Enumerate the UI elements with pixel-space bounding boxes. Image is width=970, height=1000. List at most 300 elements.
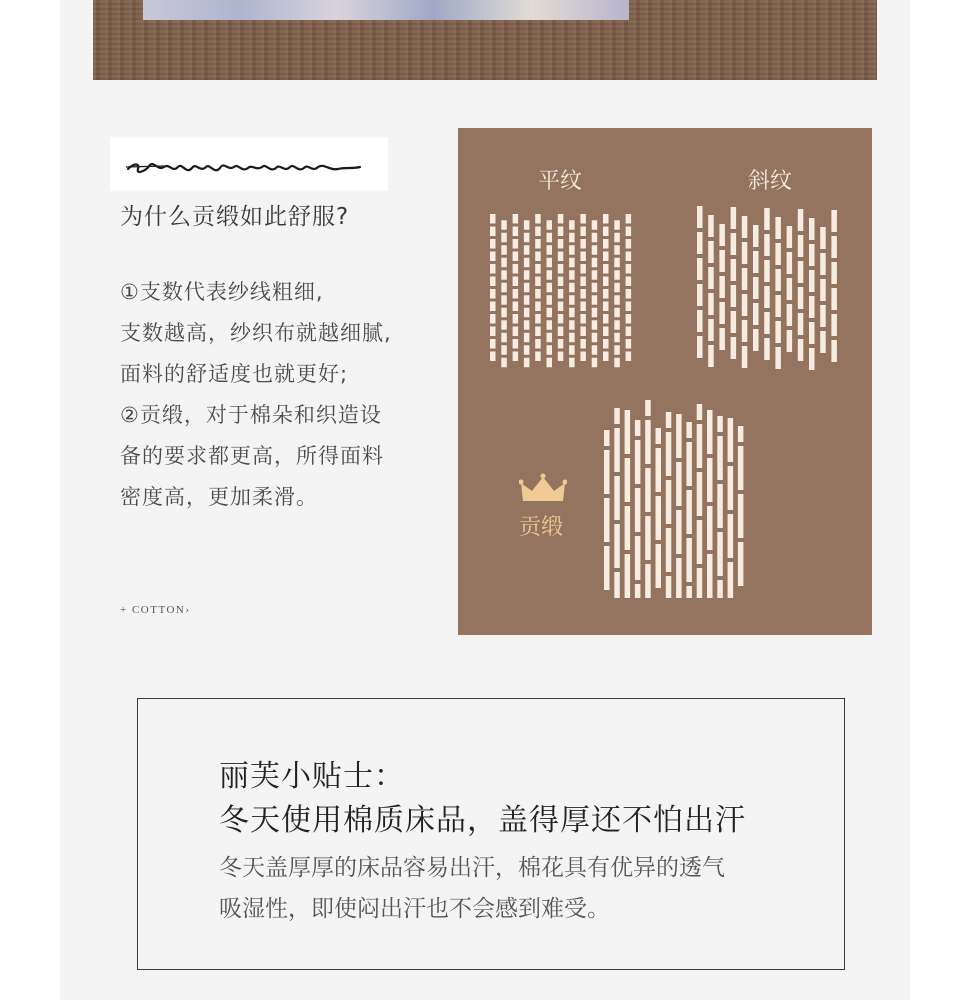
plain-weave-thread xyxy=(614,258,620,268)
weave-comparison-panel xyxy=(458,128,872,635)
twill-weave-thread xyxy=(809,348,815,370)
satin-weave-thread xyxy=(697,404,703,420)
plain-weave-thread xyxy=(501,233,507,243)
twill-weave-thread xyxy=(719,302,725,324)
satin-weave-thread xyxy=(666,480,672,524)
satin-weave-thread xyxy=(676,414,682,458)
plain-weave-thread xyxy=(580,252,586,262)
plain-weave-thread xyxy=(558,352,564,362)
twill-weave-thread xyxy=(753,251,759,273)
twill-weave-thread xyxy=(753,329,759,351)
twill-weave-thread xyxy=(697,232,703,254)
plain-weave-thread xyxy=(524,245,530,255)
twill-weave-thread xyxy=(764,234,770,256)
twill-weave-thread xyxy=(764,286,770,308)
plain-weave-thread xyxy=(490,264,496,274)
satin-weave-thread xyxy=(717,580,723,598)
twill-weave-thread xyxy=(831,340,837,362)
plain-weave-thread xyxy=(558,289,564,299)
plain-weave-thread xyxy=(592,233,598,243)
plain-weave-thread xyxy=(524,308,530,318)
plain-weave-thread xyxy=(501,358,507,368)
plain-weave-thread xyxy=(490,252,496,262)
tip-box xyxy=(137,698,845,970)
plain-weave-thread xyxy=(535,327,541,337)
plain-weave-thread xyxy=(569,295,575,305)
twill-weave-thread xyxy=(731,337,737,359)
satin-weave-thread xyxy=(686,538,692,582)
satin-weave-thread xyxy=(656,496,662,540)
explanation-line: 密度高，更加柔滑。 xyxy=(120,485,318,509)
plain-weave-thread xyxy=(490,314,496,324)
satin-weave-thread xyxy=(697,520,703,564)
satin-weave-thread xyxy=(614,476,620,520)
plain-weave-thread xyxy=(580,302,586,312)
satin-weave-thread xyxy=(676,462,682,506)
satin-weave-thread xyxy=(645,516,651,560)
plain-weave-thread xyxy=(592,345,598,355)
plain-weave-thread xyxy=(603,227,609,237)
plain-weave-thread xyxy=(603,289,609,299)
plain-weave-thread xyxy=(626,339,632,349)
tip-body-line: 冬天盖厚厚的床品容易出汗，棉花具有优异的透气 xyxy=(219,855,725,881)
plain-weave-thread xyxy=(490,239,496,249)
plain-weave-thread xyxy=(558,227,564,237)
twill-weave-thread xyxy=(831,314,837,336)
plain-weave-thread xyxy=(558,327,564,337)
twill-weave-thread xyxy=(731,311,737,333)
plain-weave-thread xyxy=(569,270,575,280)
plain-weave-thread xyxy=(558,252,564,262)
plain-weave-thread xyxy=(501,270,507,280)
explanation-line: 支数越高，纱织布就越细腻, xyxy=(120,321,392,345)
twill-weave-thread xyxy=(708,345,714,367)
plain-weave-thread xyxy=(524,320,530,330)
plain-weave-thread xyxy=(603,327,609,337)
plain-weave-thread xyxy=(524,333,530,343)
plain-weave-thread xyxy=(524,283,530,293)
plain-weave-thread xyxy=(524,345,530,355)
twill-weave-thread xyxy=(742,294,748,316)
twill-weave-thread xyxy=(764,338,770,360)
twill-weave-thread xyxy=(742,268,748,290)
satin-weave-thread xyxy=(686,422,692,438)
cotton-tag: + COTTON› xyxy=(120,604,191,616)
twill-weave-thread xyxy=(775,269,781,291)
satin-weave-thread xyxy=(614,408,620,424)
twill-weave-thread xyxy=(719,276,725,298)
twill-weave-thread xyxy=(697,206,703,228)
satin-weave-thread xyxy=(656,448,662,492)
plain-weave-thread xyxy=(558,214,564,224)
explanation-line: ①支数代表纱线粗细, xyxy=(120,280,324,304)
plain-weave-thread xyxy=(626,302,632,312)
plain-weave-thread xyxy=(626,277,632,287)
twill-weave-thread xyxy=(764,208,770,230)
plain-weave-thread xyxy=(490,289,496,299)
twill-weave-thread xyxy=(798,235,804,257)
plain-weave-thread xyxy=(592,258,598,268)
plain-weave-thread xyxy=(569,345,575,355)
plain-weave-thread xyxy=(501,295,507,305)
plain-weave-thread xyxy=(626,314,632,324)
plain-weave-thread xyxy=(614,283,620,293)
plain-weave-thread xyxy=(558,339,564,349)
plain-weave-thread xyxy=(603,239,609,249)
plain-weave-thread xyxy=(513,239,519,249)
satin-weave-thread xyxy=(738,494,744,538)
floral-photo xyxy=(143,0,629,20)
plain-weave-thread xyxy=(569,333,575,343)
plain-weave-thread xyxy=(614,220,620,230)
plain-weave-thread xyxy=(614,308,620,318)
plain-weave-thread xyxy=(626,239,632,249)
satin-weave-thread xyxy=(738,446,744,490)
plain-weave-thread xyxy=(547,270,553,280)
twill-weave-thread xyxy=(820,305,826,327)
plain-weave-thread xyxy=(513,264,519,274)
plain-weave-thread xyxy=(501,345,507,355)
twill-weave-thread xyxy=(775,217,781,239)
satin-weave-thread xyxy=(614,524,620,568)
twill-weave-thread xyxy=(742,320,748,342)
satin-weave-thread xyxy=(625,506,631,550)
plain-weave-thread xyxy=(626,252,632,262)
plain-weave-thread xyxy=(501,333,507,343)
twill-weave-thread xyxy=(731,285,737,307)
plain-weave-thread xyxy=(547,320,553,330)
twill-weave-thread xyxy=(831,210,837,232)
plain-weave-thread xyxy=(535,289,541,299)
plain-weave-thread xyxy=(513,327,519,337)
twill-weave-thread xyxy=(798,209,804,231)
satin-weave-thread xyxy=(728,514,734,558)
plain-weave-thread xyxy=(535,339,541,349)
satin-weave-thread xyxy=(645,468,651,512)
plain-weave-thread xyxy=(547,345,553,355)
twill-weave-thread xyxy=(787,330,793,352)
satin-weave-thread xyxy=(635,536,641,580)
plain-weave-thread xyxy=(614,345,620,355)
plain-weave-thread xyxy=(614,270,620,280)
twill-weave-thread xyxy=(798,313,804,335)
plain-weave-thread xyxy=(501,308,507,318)
twill-weave-thread xyxy=(753,277,759,299)
satin-weave-thread xyxy=(676,558,682,598)
satin-weave-thread xyxy=(697,472,703,516)
twill-weave-thread xyxy=(820,279,826,301)
plain-weave-thread xyxy=(569,220,575,230)
satin-weave-thread xyxy=(738,426,744,442)
satin-weave-thread xyxy=(604,498,610,542)
satin-weave-thread xyxy=(686,586,692,598)
twill-weave-thread xyxy=(809,244,815,266)
plain-weave-thread xyxy=(547,220,553,230)
plain-weave-thread xyxy=(501,245,507,255)
plain-weave-thread xyxy=(535,227,541,237)
twill-weave-thread xyxy=(753,303,759,325)
plain-weave-thread xyxy=(614,233,620,243)
twill-weave-thread xyxy=(742,242,748,264)
plain-weave-thread xyxy=(592,295,598,305)
plain-weave-thread xyxy=(580,314,586,324)
twill-weave-thread xyxy=(820,253,826,275)
plain-weave-thread xyxy=(524,258,530,268)
plain-weave-thread xyxy=(535,302,541,312)
plain-weave-thread xyxy=(513,302,519,312)
plain-weave-thread xyxy=(592,245,598,255)
plain-weave-thread xyxy=(580,339,586,349)
twill-weave-thread xyxy=(742,216,748,238)
satin-weave-thread xyxy=(604,450,610,494)
satin-weave-thread xyxy=(645,400,651,416)
plain-weave-thread xyxy=(547,245,553,255)
satin-weave-thread xyxy=(707,554,713,598)
section-question: 为什么贡缎如此舒服? xyxy=(120,204,350,230)
satin-weave-thread xyxy=(666,432,672,476)
twill-weave-thread xyxy=(708,241,714,263)
plain-weave-thread xyxy=(513,352,519,362)
twill-weave-thread xyxy=(708,215,714,237)
satin-weave-thread xyxy=(625,554,631,598)
twill-weave-label: 斜纹 xyxy=(748,169,793,194)
satin-weave-thread xyxy=(728,562,734,598)
satin-weave-thread xyxy=(614,572,620,598)
satin-weave-thread xyxy=(707,458,713,502)
plain-weave-thread xyxy=(592,308,598,318)
plain-weave-label: 平纹 xyxy=(538,169,583,194)
plain-weave-thread xyxy=(524,233,530,243)
plain-weave-thread xyxy=(603,339,609,349)
satin-weave-label: 贡缎 xyxy=(519,515,564,540)
twill-weave-thread xyxy=(775,347,781,369)
satin-weave-thread xyxy=(697,568,703,598)
twill-weave-thread xyxy=(731,259,737,281)
twill-weave-thread xyxy=(809,322,815,344)
plain-weave-thread xyxy=(603,264,609,274)
twill-weave-thread xyxy=(742,346,748,368)
satin-weave-thread xyxy=(717,436,723,480)
plain-weave-thread xyxy=(603,302,609,312)
satin-weave-thread xyxy=(686,490,692,534)
twill-weave-thread xyxy=(809,270,815,292)
twill-weave-thread xyxy=(787,304,793,326)
plain-weave-thread xyxy=(626,327,632,337)
plain-weave-thread xyxy=(547,283,553,293)
plain-weave-thread xyxy=(614,333,620,343)
twill-weave-thread xyxy=(787,226,793,248)
plain-weave-thread xyxy=(614,358,620,368)
plain-weave-thread xyxy=(513,314,519,324)
satin-weave-thread xyxy=(686,442,692,486)
plain-weave-thread xyxy=(547,308,553,318)
plain-weave-thread xyxy=(535,239,541,249)
plain-weave-thread xyxy=(501,220,507,230)
plain-weave-thread xyxy=(547,295,553,305)
satin-weave-thread xyxy=(614,428,620,472)
plain-weave-thread xyxy=(535,252,541,262)
plain-weave-thread xyxy=(614,295,620,305)
twill-weave-thread xyxy=(809,296,815,318)
plain-weave-thread xyxy=(490,327,496,337)
plain-weave-thread xyxy=(535,277,541,287)
plain-weave-thread xyxy=(558,277,564,287)
twill-weave-thread xyxy=(697,310,703,332)
satin-weave-thread xyxy=(707,410,713,454)
satin-weave-thread xyxy=(728,466,734,510)
plain-weave-thread xyxy=(626,289,632,299)
satin-weave-thread xyxy=(635,488,641,532)
twill-weave-thread xyxy=(831,262,837,284)
plain-weave-thread xyxy=(626,352,632,362)
plain-weave-thread xyxy=(490,352,496,362)
plain-weave-thread xyxy=(626,227,632,237)
plain-weave-thread xyxy=(501,283,507,293)
twill-weave-thread xyxy=(798,261,804,283)
satin-weave-thread xyxy=(697,424,703,468)
satin-weave-thread xyxy=(717,484,723,528)
explanation-line: 面料的舒适度也就更好; xyxy=(120,362,349,386)
twill-weave-thread xyxy=(787,252,793,274)
satin-weave-thread xyxy=(738,542,744,586)
plain-weave-thread xyxy=(501,320,507,330)
plain-weave-thread xyxy=(547,333,553,343)
twill-weave-thread xyxy=(764,260,770,282)
twill-weave-thread xyxy=(820,227,826,249)
crown-icon xyxy=(519,473,567,507)
explanation-line: ②贡缎，对于棉朵和织造设 xyxy=(120,403,382,427)
twill-weave-thread xyxy=(697,284,703,306)
plain-weave-thread xyxy=(580,352,586,362)
twill-weave-thread xyxy=(708,293,714,315)
twill-weave-thread xyxy=(787,278,793,300)
twill-weave-thread xyxy=(719,250,725,272)
twill-weave-thread xyxy=(731,207,737,229)
satin-weave-thread xyxy=(676,510,682,554)
plain-weave-thread xyxy=(513,214,519,224)
tip-heading: 丽芙小贴士： xyxy=(219,759,405,794)
plain-weave-thread xyxy=(580,289,586,299)
plain-weave-thread xyxy=(580,277,586,287)
plain-weave-thread xyxy=(603,352,609,362)
twill-weave-thread xyxy=(719,224,725,246)
plain-weave-thread xyxy=(592,320,598,330)
twill-weave-thread xyxy=(697,258,703,280)
plain-weave-thread xyxy=(580,327,586,337)
twill-weave-thread xyxy=(775,243,781,265)
plain-weave-thread xyxy=(569,308,575,318)
plain-weave-thread xyxy=(569,358,575,368)
plain-weave-thread xyxy=(490,214,496,224)
twill-weave-thread xyxy=(809,218,815,240)
plain-weave-thread xyxy=(524,358,530,368)
plain-weave-thread xyxy=(569,245,575,255)
plain-weave-thread xyxy=(592,270,598,280)
twill-weave-thread xyxy=(820,331,826,353)
plain-weave-thread xyxy=(626,214,632,224)
satin-weave-thread xyxy=(728,418,734,462)
plain-weave-thread xyxy=(580,239,586,249)
plain-weave-thread xyxy=(513,339,519,349)
plain-weave-thread xyxy=(513,277,519,287)
plain-weave-thread xyxy=(603,314,609,324)
plain-weave-thread xyxy=(569,258,575,268)
plain-weave-thread xyxy=(513,252,519,262)
plain-weave-thread xyxy=(614,320,620,330)
plain-weave-thread xyxy=(569,320,575,330)
plain-weave-thread xyxy=(535,214,541,224)
plain-weave-thread xyxy=(524,270,530,280)
tip-subheading: 冬天使用棉质床品，盖得厚还不怕出汗 xyxy=(219,803,746,838)
satin-weave-thread xyxy=(625,410,631,454)
twill-weave-thread xyxy=(753,225,759,247)
satin-weave-thread xyxy=(625,458,631,502)
satin-weave-thread xyxy=(604,546,610,590)
plain-weave-thread xyxy=(547,258,553,268)
satin-weave-thread xyxy=(666,576,672,598)
twill-weave-thread xyxy=(731,233,737,255)
explanation-line: 备的要求都更高，所得面料 xyxy=(120,444,384,468)
tip-body-line: 吸湿性，即使闷出汗也不会感到难受。 xyxy=(219,896,610,922)
plain-weave-thread xyxy=(524,295,530,305)
satin-weave-thread xyxy=(656,428,662,444)
satin-weave-thread xyxy=(717,416,723,432)
plain-weave-thread xyxy=(580,214,586,224)
script-signature-graphic xyxy=(124,149,374,179)
plain-weave-thread xyxy=(558,314,564,324)
plain-weave-thread xyxy=(513,289,519,299)
plain-weave-thread xyxy=(490,302,496,312)
plain-weave-thread xyxy=(547,233,553,243)
twill-weave-thread xyxy=(708,267,714,289)
satin-weave-thread xyxy=(635,584,641,598)
plain-weave-thread xyxy=(592,358,598,368)
plain-weave-thread xyxy=(513,227,519,237)
weave-patterns-graphic xyxy=(458,128,872,635)
plain-weave-thread xyxy=(524,220,530,230)
plain-weave-thread xyxy=(614,245,620,255)
plain-weave-thread xyxy=(535,314,541,324)
twill-weave-thread xyxy=(798,287,804,309)
plain-weave-thread xyxy=(580,227,586,237)
twill-weave-thread xyxy=(775,295,781,317)
plain-weave-thread xyxy=(580,264,586,274)
plain-weave-thread xyxy=(603,277,609,287)
twill-weave-thread xyxy=(775,321,781,343)
satin-weave-thread xyxy=(635,440,641,484)
plain-weave-thread xyxy=(490,277,496,287)
twill-weave-thread xyxy=(708,319,714,341)
satin-weave-thread xyxy=(717,532,723,576)
plain-weave-thread xyxy=(569,233,575,243)
plain-weave-thread xyxy=(501,258,507,268)
plain-weave-thread xyxy=(569,283,575,293)
twill-weave-thread xyxy=(831,288,837,310)
plain-weave-thread xyxy=(490,339,496,349)
plain-weave-thread xyxy=(558,239,564,249)
plain-weave-thread xyxy=(535,352,541,362)
satin-weave-thread xyxy=(645,564,651,598)
twill-weave-thread xyxy=(831,236,837,258)
plain-weave-thread xyxy=(490,227,496,237)
plain-weave-thread xyxy=(535,264,541,274)
plain-weave-thread xyxy=(603,214,609,224)
twill-weave-thread xyxy=(697,336,703,358)
script-signature-box xyxy=(110,137,388,191)
satin-weave-thread xyxy=(666,412,672,428)
plain-weave-thread xyxy=(547,358,553,368)
plain-weave-thread xyxy=(592,333,598,343)
